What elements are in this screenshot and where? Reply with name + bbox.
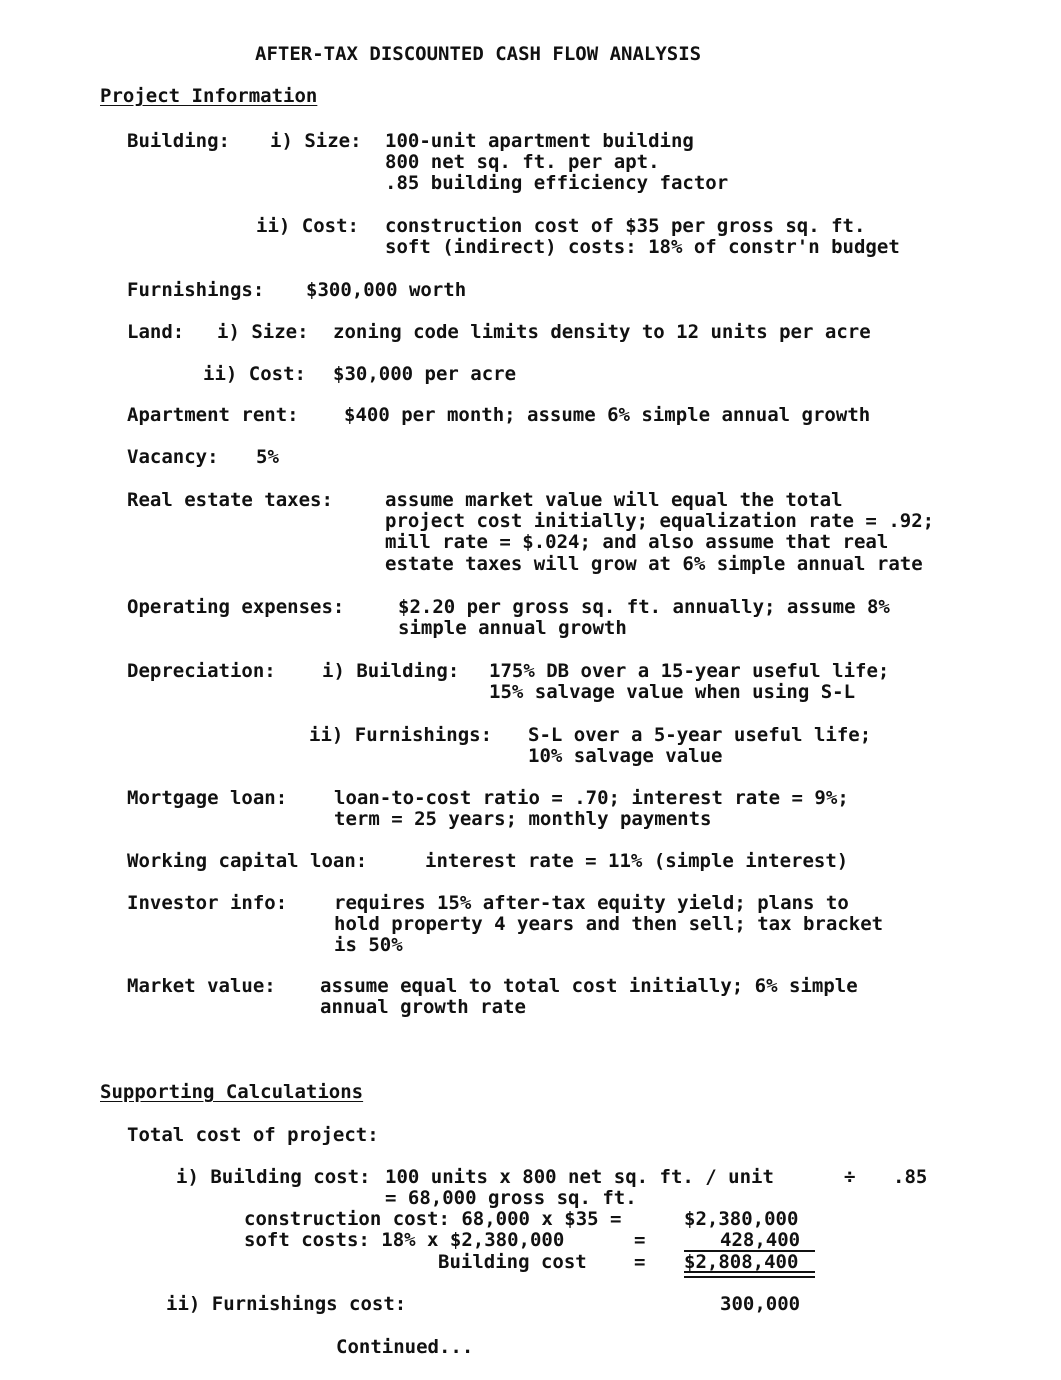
- apartment-rent-label: Apartment rent:: [127, 404, 299, 426]
- total-double-rule: [684, 1271, 815, 1278]
- soft-costs-equals: =: [634, 1229, 646, 1251]
- investor-info-label: Investor info:: [127, 892, 288, 914]
- operating-expenses-line: $2.20 per gross sq. ft. annually; assume 8%: [398, 596, 890, 618]
- furnishings-value: $300,000 worth: [306, 279, 467, 301]
- document-title: AFTER-TAX DISCOUNTED CASH FLOW ANALYSIS: [255, 43, 702, 65]
- total-cost-label: Total cost of project:: [127, 1124, 379, 1146]
- depreciation-furnishings-label: ii) Furnishings:: [309, 724, 493, 746]
- vacancy-value: 5%: [256, 446, 279, 468]
- operating-expenses-line: simple annual growth: [398, 617, 627, 639]
- building-total-value: $2,808,400: [684, 1251, 799, 1273]
- divide-symbol: ÷: [844, 1166, 856, 1188]
- building-cost-formula: 100 units x 800 net sq. ft. / unit: [385, 1166, 774, 1188]
- efficiency-factor: .85: [893, 1166, 928, 1188]
- working-capital-loan-label: Working capital loan:: [127, 850, 368, 872]
- depreciation-building-line: 15% salvage value when using S-L: [489, 681, 856, 703]
- investor-info-line: requires 15% after-tax equity yield; plans to: [334, 892, 849, 914]
- continued-note: Continued...: [336, 1336, 474, 1358]
- investor-info-line: hold property 4 years and then sell; tax bracket: [334, 913, 884, 935]
- real-estate-taxes-line: mill rate = $.024; and also assume that real: [385, 531, 889, 553]
- furnishings-cost-label: ii) Furnishings cost:: [166, 1293, 407, 1315]
- furnishings-label: Furnishings:: [127, 279, 265, 301]
- furnishings-cost-value: 300,000: [720, 1293, 801, 1315]
- construction-cost-value: $2,380,000: [684, 1208, 799, 1230]
- depreciation-furnishings-line: 10% salvage value: [528, 745, 723, 767]
- soft-costs-value: 428,400: [720, 1229, 801, 1251]
- mortgage-loan-line: loan-to-cost ratio = .70; interest rate = 9%;: [334, 787, 849, 809]
- land-size-label: i) Size:: [217, 321, 309, 343]
- market-value-line: assume equal to total cost initially; 6% simple: [320, 975, 858, 997]
- building-cost-line: construction cost of $35 per gross sq. ft.: [385, 215, 866, 237]
- building-cost-calc-label: i) Building cost:: [176, 1166, 371, 1188]
- land-cost-value: $30,000 per acre: [333, 363, 517, 385]
- building-size-line: .85 building efficiency factor: [385, 172, 729, 194]
- section-heading-project-information: Project Information: [100, 85, 318, 107]
- land-label: Land:: [127, 321, 185, 343]
- building-total-label: Building cost: [438, 1251, 587, 1273]
- construction-cost-label: construction cost: 68,000 x $35 =: [244, 1208, 622, 1230]
- working-capital-loan-value: interest rate = 11% (simple interest): [425, 850, 849, 872]
- mortgage-loan-label: Mortgage loan:: [127, 787, 288, 809]
- gross-sqft-result: = 68,000 gross sq. ft.: [385, 1187, 637, 1209]
- real-estate-taxes-line: estate taxes will grow at 6% simple annual rate: [385, 553, 923, 575]
- depreciation-label: Depreciation:: [127, 660, 276, 682]
- real-estate-taxes-line: project cost initially; equalization rate = .92;: [385, 510, 935, 532]
- building-cost-label: ii) Cost:: [256, 215, 359, 237]
- soft-costs-label: soft costs: 18% x $2,380,000: [244, 1229, 565, 1251]
- real-estate-taxes-label: Real estate taxes:: [127, 489, 333, 511]
- depreciation-building-line: 175% DB over a 15-year useful life;: [489, 660, 890, 682]
- vacancy-label: Vacancy:: [127, 446, 219, 468]
- building-label: Building:: [127, 130, 230, 152]
- building-cost-line: soft (indirect) costs: 18% of constr'n budget: [385, 236, 900, 258]
- building-size-line: 800 net sq. ft. per apt.: [385, 151, 660, 173]
- depreciation-building-label: i) Building:: [322, 660, 460, 682]
- building-size-line: 100-unit apartment building: [385, 130, 694, 152]
- investor-info-line: is 50%: [334, 934, 403, 956]
- building-size-label: i) Size:: [270, 130, 362, 152]
- real-estate-taxes-line: assume market value will equal the total: [385, 489, 843, 511]
- section-heading-supporting-calculations: Supporting Calculations: [100, 1081, 364, 1103]
- building-total-equals: =: [634, 1251, 646, 1273]
- operating-expenses-label: Operating expenses:: [127, 596, 345, 618]
- market-value-label: Market value:: [127, 975, 276, 997]
- land-cost-label: ii) Cost:: [203, 363, 306, 385]
- depreciation-furnishings-line: S-L over a 5-year useful life;: [528, 724, 872, 746]
- mortgage-loan-line: term = 25 years; monthly payments: [334, 808, 712, 830]
- apartment-rent-value: $400 per month; assume 6% simple annual growth: [344, 404, 871, 426]
- market-value-line: annual growth rate: [320, 996, 526, 1018]
- land-size-value: zoning code limits density to 12 units per acre: [333, 321, 871, 343]
